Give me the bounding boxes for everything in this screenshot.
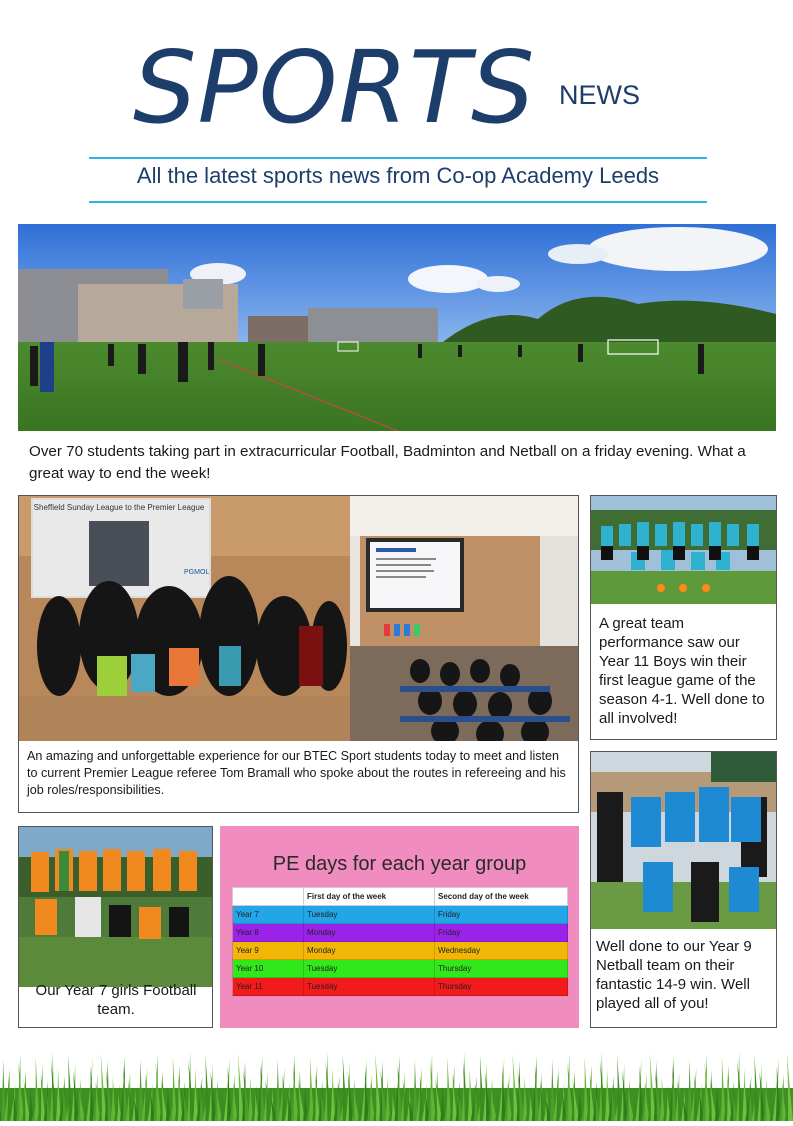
masthead-rule-top	[89, 157, 707, 159]
pe-days-cell-second: Thursday	[435, 978, 568, 996]
pe-days-cell-year: Year 7	[233, 906, 304, 924]
lecture-hall-photo	[350, 496, 578, 741]
pgmol-text: PGMOL	[184, 569, 210, 576]
masthead-subtitle: All the latest sports news from Co-op Academy Leeds	[136, 163, 660, 188]
pe-days-cell-second: Wednesday	[435, 942, 568, 960]
year7-caption: Our Year 7 girls Football team.	[35, 982, 197, 1018]
year11-team-photo	[591, 496, 776, 604]
pe-days-header-year	[233, 888, 304, 906]
grass-footer	[0, 1048, 793, 1121]
referee-caption: An amazing and unforgettable experience for our BTEC Sport students today to meet and listen to current Premier League referee Tom Bramall who spoke about the routes in refereeing and his job roles/responsibilities.	[27, 749, 566, 797]
pe-days-header-row	[233, 888, 568, 906]
pe-days-cell-second: Friday	[435, 924, 568, 942]
referee-group-photo	[19, 496, 350, 741]
slide-title-text: Sheffield Sunday League to the Premier League	[33, 503, 205, 512]
masthead-tag: NEWS	[559, 80, 640, 110]
pe-days-row-year8	[233, 924, 568, 942]
masthead-rule-bottom	[89, 201, 707, 203]
pe-days-row-year7	[233, 906, 568, 924]
pe-days-cell-second: Friday	[435, 906, 568, 924]
pe-days-row-year9	[233, 942, 568, 960]
year9-netball-photo	[591, 752, 776, 929]
pe-days-cell-first: Monday	[304, 942, 435, 960]
year11-caption: A great team performance saw our Year 11 Boys win their first league game of the season 4-1. Well done to all involved!	[599, 615, 765, 727]
field-caption: Over 70 students taking part in extracurricular Football, Badminton and Netball on a friday evening. What a great way to end the week!	[29, 443, 746, 482]
year9-caption: Well done to our Year 9 Netball team on their fantastic 14-9 win. Well played all of you!	[596, 938, 752, 1012]
pe-days-cell-year: Year 8	[233, 924, 304, 942]
masthead-title: SPORTS	[133, 29, 536, 146]
pe-days-cell-first: Tuesday	[304, 978, 435, 996]
pe-days-header-first: First day of the week	[304, 888, 435, 906]
pe-days-cell-year: Year 11	[233, 978, 304, 996]
pe-days-cell-second: Thursday	[435, 960, 568, 978]
pe-days-cell-year: Year 10	[233, 960, 304, 978]
pe-days-title: PE days for each year group	[272, 853, 527, 875]
pe-days-row-year11	[233, 978, 568, 996]
field-photo	[18, 224, 776, 431]
pe-days-cell-first: Monday	[304, 924, 435, 942]
pe-days-cell-first: Tuesday	[304, 960, 435, 978]
pe-days-cell-year: Year 9	[233, 942, 304, 960]
year7-team-photo	[19, 827, 212, 987]
pe-days-row-year10	[233, 960, 568, 978]
pe-days-table	[232, 887, 568, 996]
pe-days-cell-first: Tuesday	[304, 906, 435, 924]
pe-days-header-second: Second day of the week	[435, 888, 568, 906]
